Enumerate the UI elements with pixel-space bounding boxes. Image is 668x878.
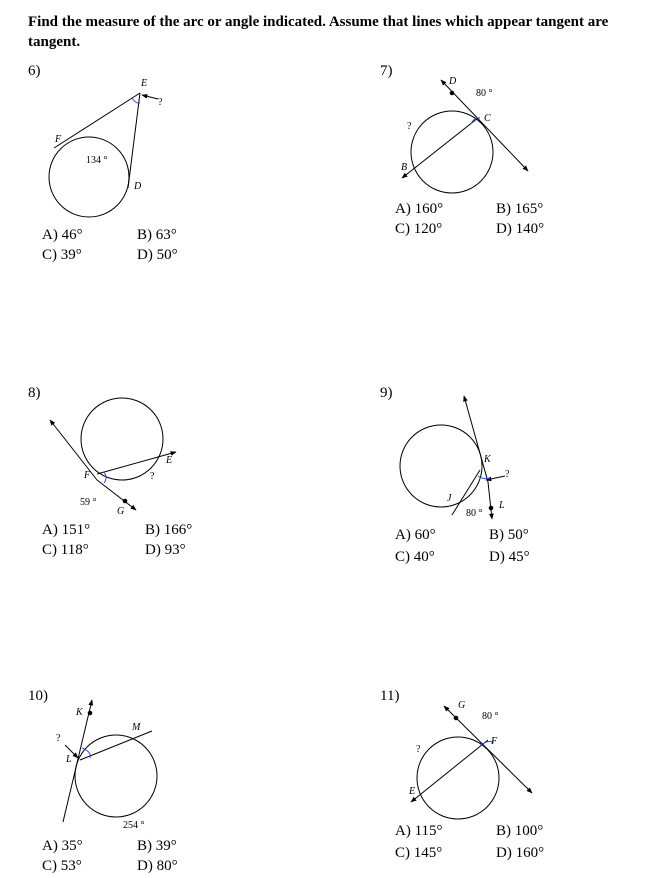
problem-6-choice-c: C) 39° bbox=[42, 247, 82, 263]
label-c-7: C bbox=[484, 113, 491, 124]
problem-7-choice-d: D) 140° bbox=[496, 221, 545, 237]
label-question-10: ? bbox=[56, 733, 61, 744]
label-question-11: ? bbox=[416, 744, 421, 755]
circle-6 bbox=[49, 137, 129, 217]
secant-line-7 bbox=[402, 118, 478, 178]
label-d-7: D bbox=[449, 76, 457, 87]
label-arc-6: 134 ° bbox=[86, 155, 108, 166]
figure-7 bbox=[402, 80, 528, 193]
secant-line-9a bbox=[488, 482, 492, 519]
circle-9 bbox=[400, 425, 482, 507]
problem-11-choice-a: A) 115° bbox=[395, 823, 443, 839]
problem-9-choice-b: B) 50° bbox=[489, 527, 529, 543]
circle-11 bbox=[417, 737, 499, 819]
secant-line-11 bbox=[411, 740, 488, 802]
circle-8 bbox=[81, 398, 163, 480]
problem-11-choice-b: B) 100° bbox=[496, 823, 544, 839]
label-d-6: D bbox=[134, 181, 142, 192]
problem-9-choice-a: A) 60° bbox=[395, 527, 436, 543]
problem-9-number: 9) bbox=[380, 385, 393, 401]
figure-10 bbox=[63, 700, 157, 822]
problem-6-choice-b: B) 63° bbox=[137, 227, 177, 243]
angle-mark-8 bbox=[104, 472, 106, 483]
point-l-9 bbox=[489, 506, 493, 510]
question-pointer-6 bbox=[142, 95, 158, 99]
label-question-8: ? bbox=[150, 471, 155, 482]
label-arc-10: 254 ° bbox=[123, 820, 145, 831]
label-f-6: F bbox=[55, 134, 62, 145]
label-e-11: E bbox=[409, 786, 416, 797]
label-g-11: G bbox=[458, 700, 466, 711]
problem-11-choice-c: C) 145° bbox=[395, 845, 443, 861]
point-d-7 bbox=[450, 91, 454, 95]
problem-7-choice-b: B) 165° bbox=[496, 201, 544, 217]
label-question-6: ? bbox=[158, 97, 163, 108]
figure-11 bbox=[411, 706, 532, 819]
problem-10-choice-c: C) 53° bbox=[42, 858, 82, 874]
problem-7-number: 7) bbox=[380, 63, 393, 79]
label-b-7: B bbox=[401, 162, 408, 173]
secant-line-8b bbox=[97, 452, 176, 474]
problem-10-number: 10) bbox=[28, 688, 48, 704]
problem-8-choice-b: B) 166° bbox=[145, 522, 193, 538]
tangent-line-6b bbox=[128, 93, 140, 188]
instructions: Find the measure of the arc or angle indicated. Assume that lines which appear tangent are tangent. bbox=[28, 14, 609, 50]
problem-7-choice-c: C) 120° bbox=[395, 221, 443, 237]
figure-8 bbox=[50, 398, 176, 510]
label-arc-11: 80 ° bbox=[482, 711, 499, 722]
label-f-8: F bbox=[84, 470, 91, 481]
label-question-9: ? bbox=[505, 469, 510, 480]
point-g-8 bbox=[123, 499, 127, 503]
label-l-10: L bbox=[66, 754, 72, 765]
problem-8-number: 8) bbox=[28, 385, 41, 401]
label-j-9: J bbox=[447, 493, 452, 504]
problem-6-choice-a: A) 46° bbox=[42, 227, 83, 243]
circle-7 bbox=[411, 111, 493, 193]
label-m-10: M bbox=[132, 722, 141, 733]
problem-8-choice-d: D) 93° bbox=[145, 542, 186, 558]
problem-11-choice-d: D) 160° bbox=[496, 845, 545, 861]
label-f-11: F bbox=[491, 736, 498, 747]
problem-10-choice-d: D) 80° bbox=[137, 858, 178, 874]
problem-9-choice-c: C) 40° bbox=[395, 549, 435, 565]
tangent-line-6a bbox=[54, 93, 140, 148]
problem-7-choice-a: A) 160° bbox=[395, 201, 444, 217]
problem-10-choice-a: A) 35° bbox=[42, 838, 83, 854]
label-arc-7: 80 ° bbox=[476, 88, 493, 99]
label-e-6: E bbox=[141, 78, 148, 89]
problem-8-choice-c: C) 118° bbox=[42, 542, 89, 558]
problem-8-choice-a: A) 151° bbox=[42, 522, 91, 538]
point-g-11 bbox=[454, 716, 458, 720]
label-k-9: K bbox=[484, 454, 491, 465]
label-g-8: G bbox=[117, 506, 125, 517]
label-k-10: K bbox=[76, 707, 83, 718]
tangent-line-9 bbox=[464, 396, 488, 482]
label-arc-8: 59 ° bbox=[80, 497, 97, 508]
label-question-7: ? bbox=[407, 121, 412, 132]
label-arc-9: 80 ° bbox=[466, 508, 483, 519]
label-e-8: E bbox=[166, 455, 173, 466]
problem-6-number: 6) bbox=[28, 63, 41, 79]
label-l-9: L bbox=[499, 500, 505, 511]
circle-10 bbox=[75, 735, 157, 817]
point-k-10 bbox=[88, 711, 92, 715]
problem-11-number: 11) bbox=[380, 688, 400, 704]
problem-10-choice-b: B) 39° bbox=[137, 838, 177, 854]
problem-6-choice-d: D) 50° bbox=[137, 247, 178, 263]
problem-9-choice-d: D) 45° bbox=[489, 549, 530, 565]
